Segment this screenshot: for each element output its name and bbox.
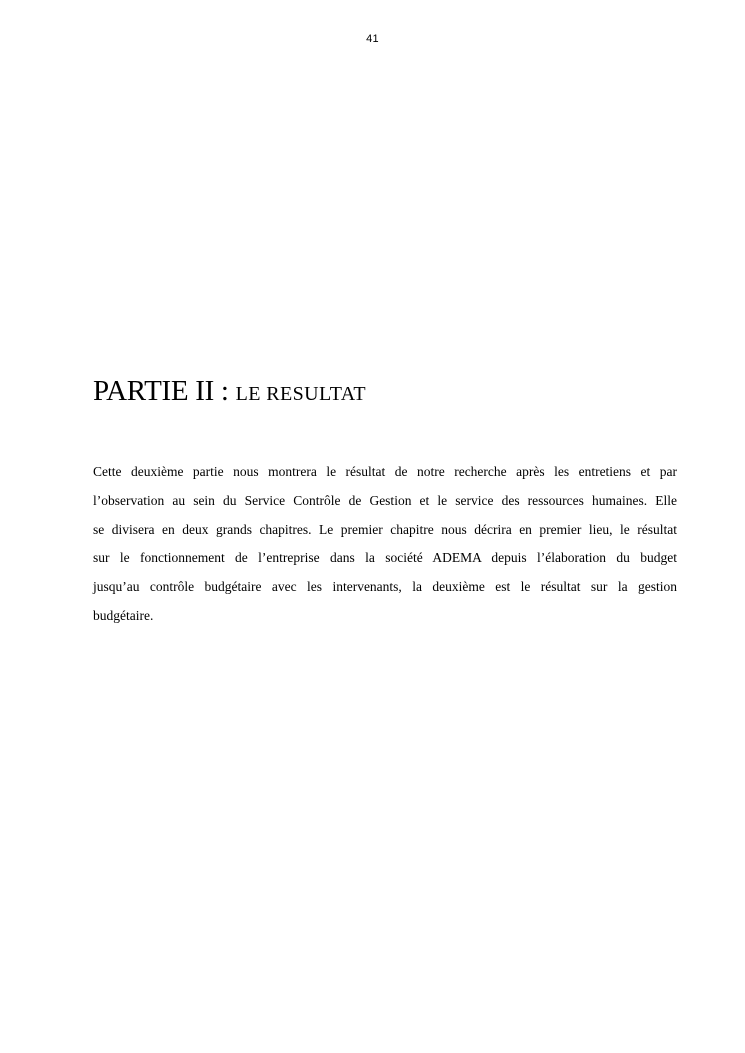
paragraph-line: sur le fonctionnement de l’entreprise dans la société ADEMA depuis l’élaboration du budget — [93, 550, 677, 566]
section-title — [93, 373, 366, 406]
paragraph-line: budgétaire. — [93, 607, 154, 623]
page-number: 41 — [366, 33, 379, 45]
intro-paragraph — [93, 458, 677, 631]
paragraph-line: jusqu’au contrôle budgétaire avec les intervenants, la deuxième est le résultat sur la gestion — [93, 579, 677, 595]
paragraph-line: l’observation au sein du Service Contrôle de Gestion et le service des ressources humaines. Elle — [93, 492, 677, 508]
paragraph-line: Cette deuxième partie nous montrera le résultat de notre recherche après les entretiens et par — [93, 464, 677, 479]
paragraph-line: se divisera en deux grands chapitres. Le premier chapitre nous décrira en premier lieu, le résultat — [93, 521, 677, 537]
section-title-sub: LE RESULTAT — [235, 383, 367, 405]
section-title-main: PARTIE II : — [93, 375, 236, 407]
